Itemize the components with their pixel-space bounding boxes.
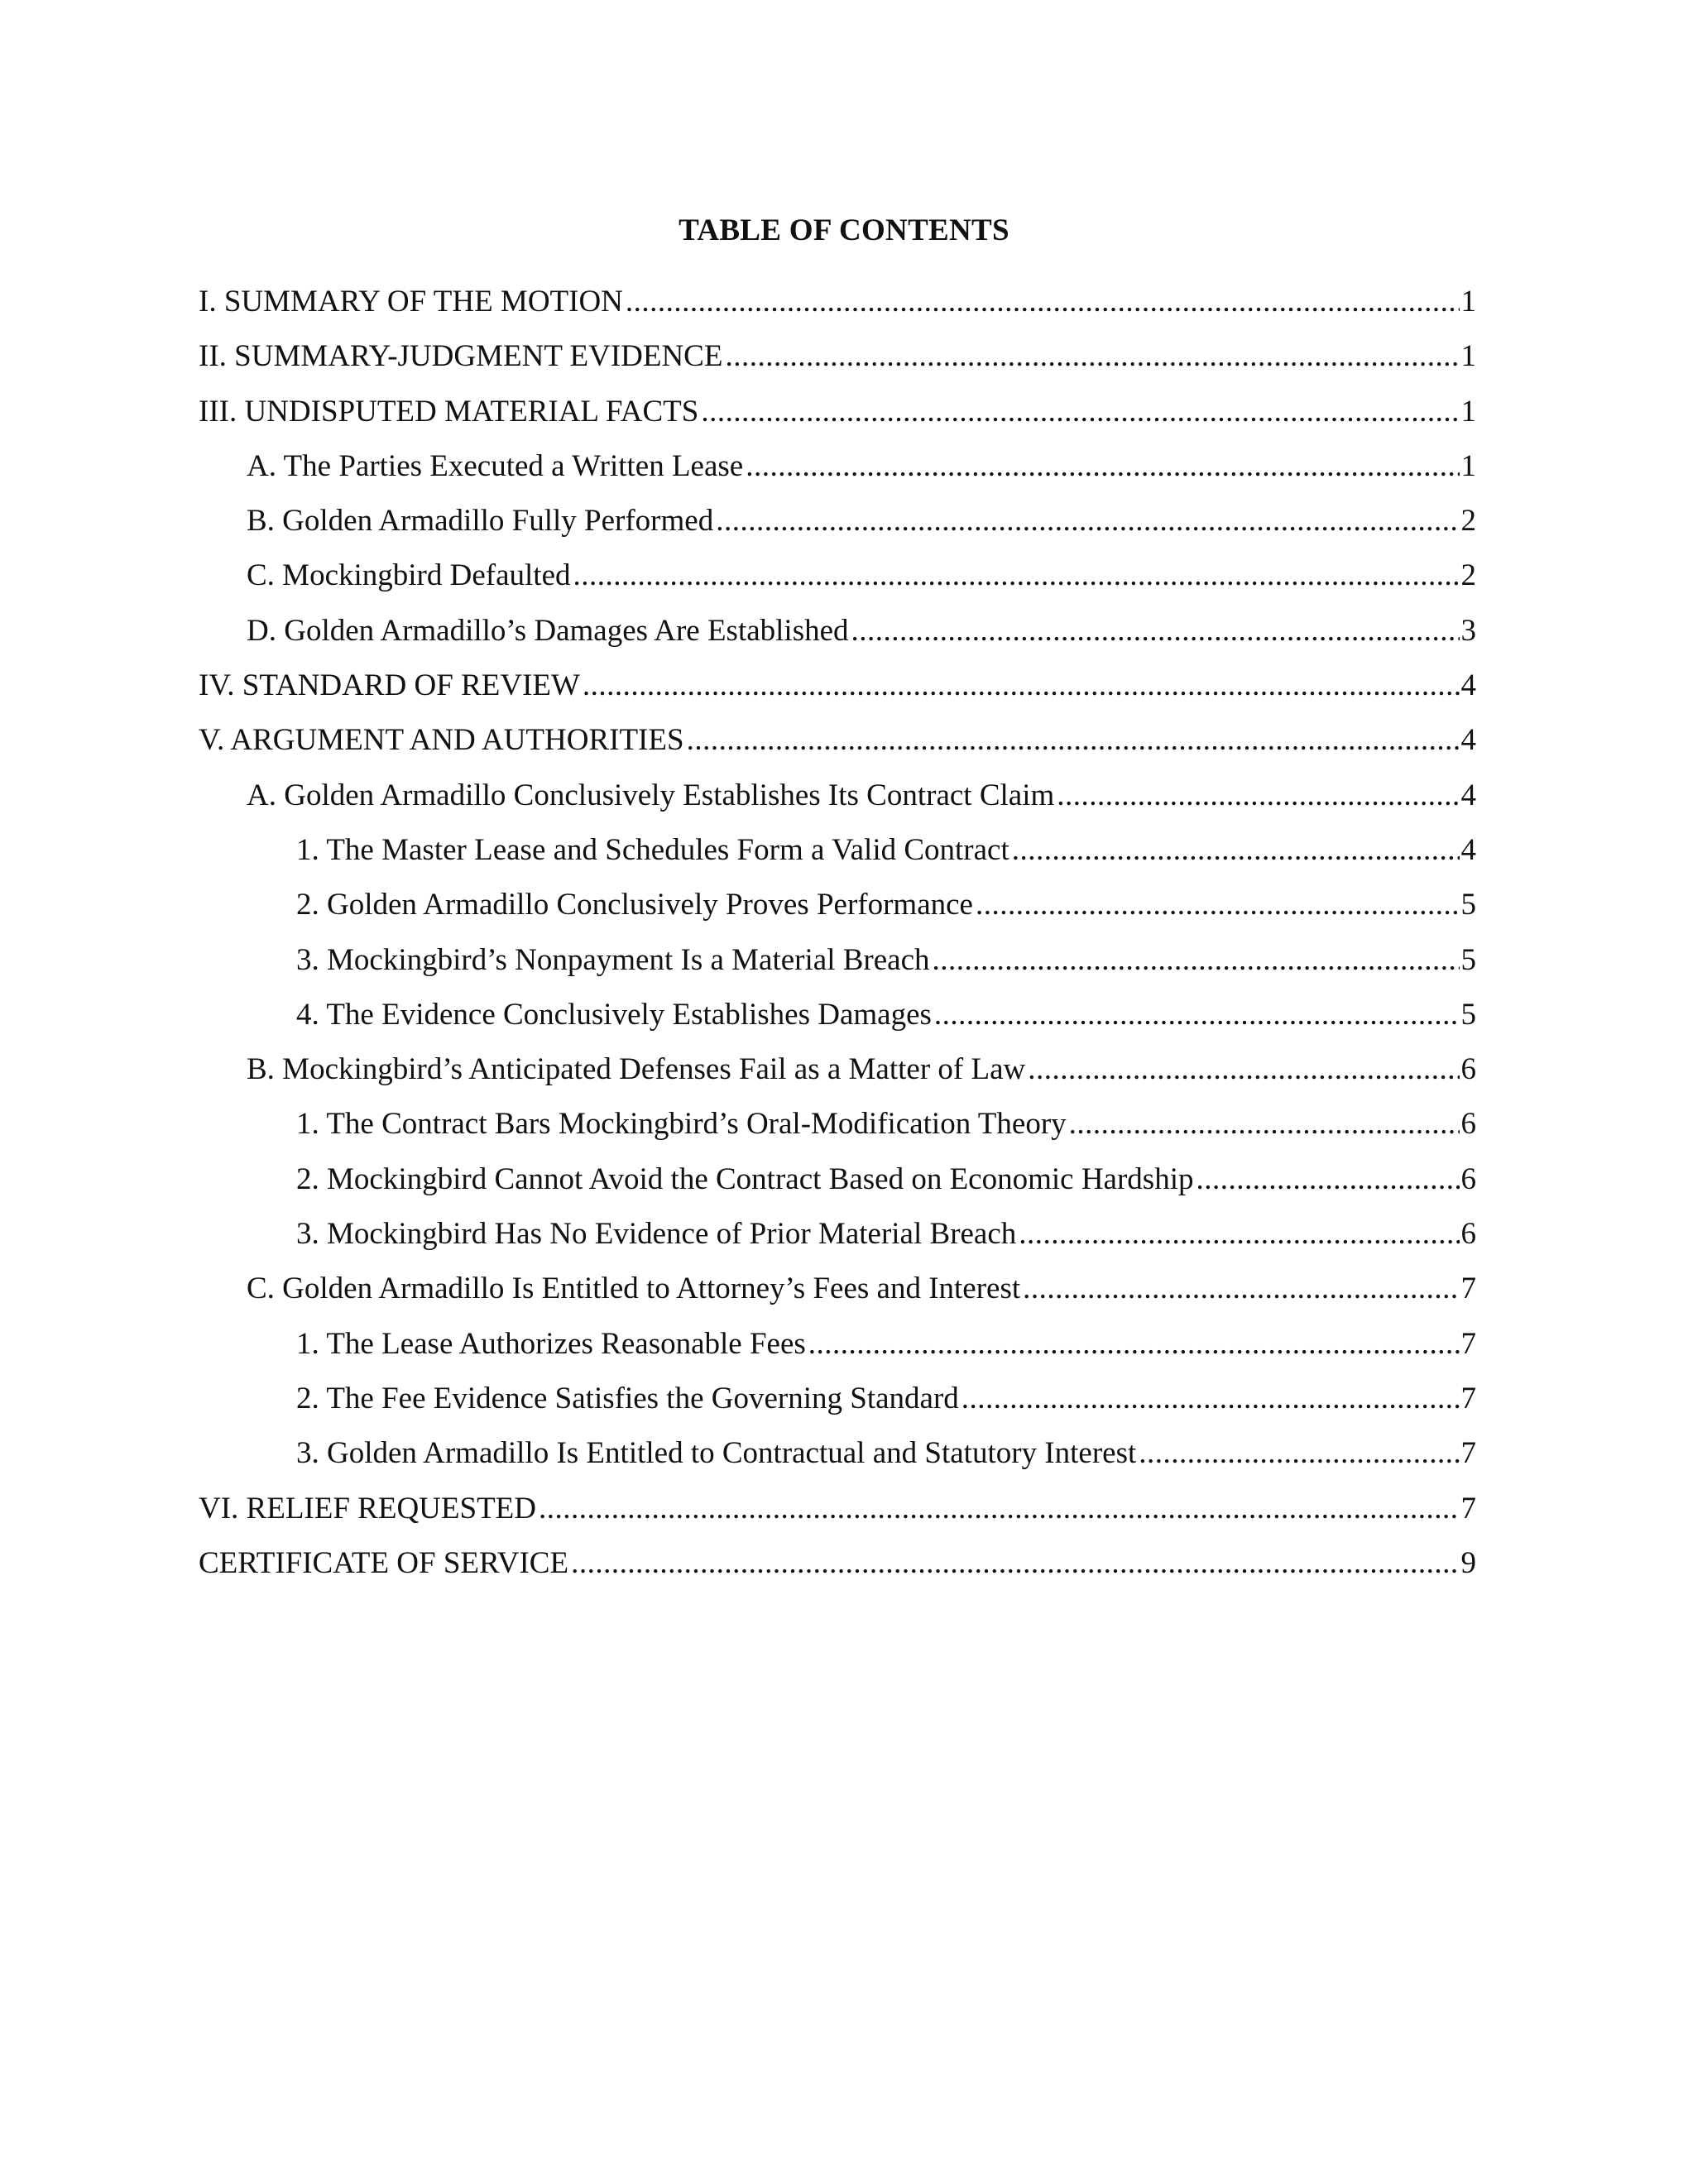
toc-entry-label: 1. The Contract Bars Mockingbird’s Oral-Modification Theory <box>296 1107 1067 1142</box>
toc-entry <box>199 1214 1476 1268</box>
dot-leader <box>571 1543 1459 1584</box>
dot-leader <box>725 336 1459 377</box>
dot-leader <box>716 500 1459 542</box>
toc-entry <box>199 1543 1476 1597</box>
dot-leader <box>1023 1268 1459 1310</box>
toc-entry <box>199 1268 1476 1323</box>
dot-leader <box>701 391 1459 433</box>
toc-entry <box>199 1488 1476 1543</box>
toc-entry-page-number: 5 <box>1460 997 1476 1032</box>
dot-leader <box>573 555 1460 596</box>
toc-entry <box>199 446 1476 500</box>
dot-leader <box>1057 775 1459 817</box>
toc-entry-label: 1. The Lease Authorizes Reasonable Fees <box>296 1326 806 1361</box>
toc-entry <box>199 391 1476 446</box>
toc-entry-page-number: 6 <box>1460 1217 1476 1252</box>
toc-entry-label: II. SUMMARY-JUDGMENT EVIDENCE <box>199 339 723 374</box>
toc-entry-label: CERTIFICATE OF SERVICE <box>199 1545 569 1580</box>
toc-entry-label: III. UNDISPUTED MATERIAL FACTS <box>199 394 699 429</box>
toc-entry <box>199 336 1476 390</box>
toc-entry-label: VI. RELIEF REQUESTED <box>199 1491 536 1525</box>
toc-entry-page-number: 9 <box>1460 1545 1476 1580</box>
dot-leader <box>687 720 1460 761</box>
toc-entry-label: 2. Mockingbird Cannot Avoid the Contract Based on Economic Hardship <box>296 1161 1194 1196</box>
toc-entry-label: 4. The Evidence Conclusively Establishes Damages <box>296 997 932 1032</box>
toc-entry-label: 3. Mockingbird Has No Evidence of Prior Material Breach <box>296 1217 1017 1252</box>
toc-entry <box>199 1324 1476 1378</box>
dot-leader <box>746 446 1459 487</box>
toc-entry <box>199 940 1476 994</box>
toc-entry-label: V. ARGUMENT AND AUTHORITIES <box>199 723 684 758</box>
toc-entry-label: B. Mockingbird’s Anticipated Defenses Fail as a Matter of Law <box>247 1052 1026 1087</box>
toc-entry-label: A. Golden Armadillo Conclusively Establishes Its Contract Claim <box>247 778 1055 812</box>
toc-entry-page-number: 6 <box>1460 1107 1476 1142</box>
toc-entry-label: D. Golden Armadillo’s Damages Are Established <box>247 613 849 648</box>
toc-entry-page-number: 7 <box>1460 1272 1476 1306</box>
toc-entry <box>199 1433 1476 1487</box>
toc-entry <box>199 1159 1476 1214</box>
toc-entry-page-number: 6 <box>1460 1161 1476 1196</box>
toc-entry-page-number: 5 <box>1460 888 1476 922</box>
toc-entry-label: B. Golden Armadillo Fully Performed <box>247 504 714 539</box>
toc-entry-label: 2. Golden Armadillo Conclusively Proves Performance <box>296 888 973 922</box>
toc-entry-page-number: 2 <box>1460 504 1476 539</box>
toc-entry <box>199 830 1476 884</box>
toc-entry <box>199 500 1476 555</box>
toc-entry-label: 1. The Master Lease and Schedules Form a Valid Contract <box>296 832 1009 867</box>
toc-entry <box>199 611 1476 665</box>
toc-entry-label: IV. STANDARD OF REVIEW <box>199 668 580 703</box>
toc-entry-page-number: 1 <box>1460 285 1476 318</box>
toc-entry-label: C. Mockingbird Defaulted <box>247 558 571 593</box>
page-title: TABLE OF CONTENTS <box>679 213 1009 247</box>
toc-entry <box>199 1104 1476 1158</box>
dot-leader <box>1139 1433 1459 1474</box>
dot-leader <box>1028 1049 1459 1090</box>
toc-entry-page-number: 3 <box>1460 613 1476 648</box>
toc-entry-page-number: 5 <box>1460 942 1476 977</box>
table-of-contents <box>199 281 1476 1597</box>
toc-entry-page-number: 7 <box>1460 1436 1476 1471</box>
dot-leader <box>961 1378 1460 1420</box>
dot-leader <box>626 281 1460 323</box>
toc-entry-page-number: 4 <box>1460 832 1476 867</box>
toc-entry <box>199 775 1476 830</box>
toc-entry-label: A. The Parties Executed a Written Lease <box>247 448 744 483</box>
toc-entry-label: 3. Golden Armadillo Is Entitled to Contractual and Statutory Interest <box>296 1436 1137 1471</box>
toc-entry <box>199 884 1476 939</box>
dot-leader <box>1012 830 1460 871</box>
toc-entry <box>199 665 1476 720</box>
toc-entry-page-number: 2 <box>1460 558 1476 593</box>
toc-entry-label: 3. Mockingbird’s Nonpayment Is a Material Breach <box>296 942 930 977</box>
toc-entry-page-number: 4 <box>1460 668 1476 703</box>
toc-entry <box>199 994 1476 1049</box>
dot-leader <box>1069 1104 1460 1145</box>
toc-entry-page-number: 7 <box>1460 1491 1476 1525</box>
dot-leader <box>539 1488 1460 1530</box>
toc-entry-page-number: 4 <box>1460 723 1476 758</box>
dot-leader <box>808 1324 1460 1365</box>
toc-entry-label: 2. The Fee Evidence Satisfies the Governing Standard <box>296 1381 959 1415</box>
toc-entry-label: I. SUMMARY OF THE MOTION <box>199 285 623 318</box>
dot-leader <box>851 611 1460 652</box>
dot-leader <box>933 940 1460 981</box>
toc-entry-page-number: 4 <box>1460 778 1476 812</box>
toc-entry <box>199 555 1476 610</box>
toc-entry <box>199 1049 1476 1104</box>
toc-entry-label: C. Golden Armadillo Is Entitled to Attorney’s Fees and Interest <box>247 1272 1021 1306</box>
dot-leader <box>1019 1214 1459 1255</box>
toc-entry-page-number: 1 <box>1460 394 1476 429</box>
toc-entry-page-number: 1 <box>1460 448 1476 483</box>
toc-entry-page-number: 6 <box>1460 1052 1476 1087</box>
toc-entry <box>199 1378 1476 1433</box>
dot-leader <box>976 884 1460 926</box>
toc-entry <box>199 720 1476 774</box>
dot-leader <box>583 665 1460 706</box>
dot-leader <box>1196 1159 1459 1200</box>
dot-leader <box>934 994 1460 1036</box>
toc-entry-page-number: 1 <box>1460 339 1476 374</box>
toc-entry-page-number: 7 <box>1460 1326 1476 1361</box>
toc-entry-page-number: 7 <box>1460 1381 1476 1415</box>
toc-entry <box>199 281 1476 336</box>
